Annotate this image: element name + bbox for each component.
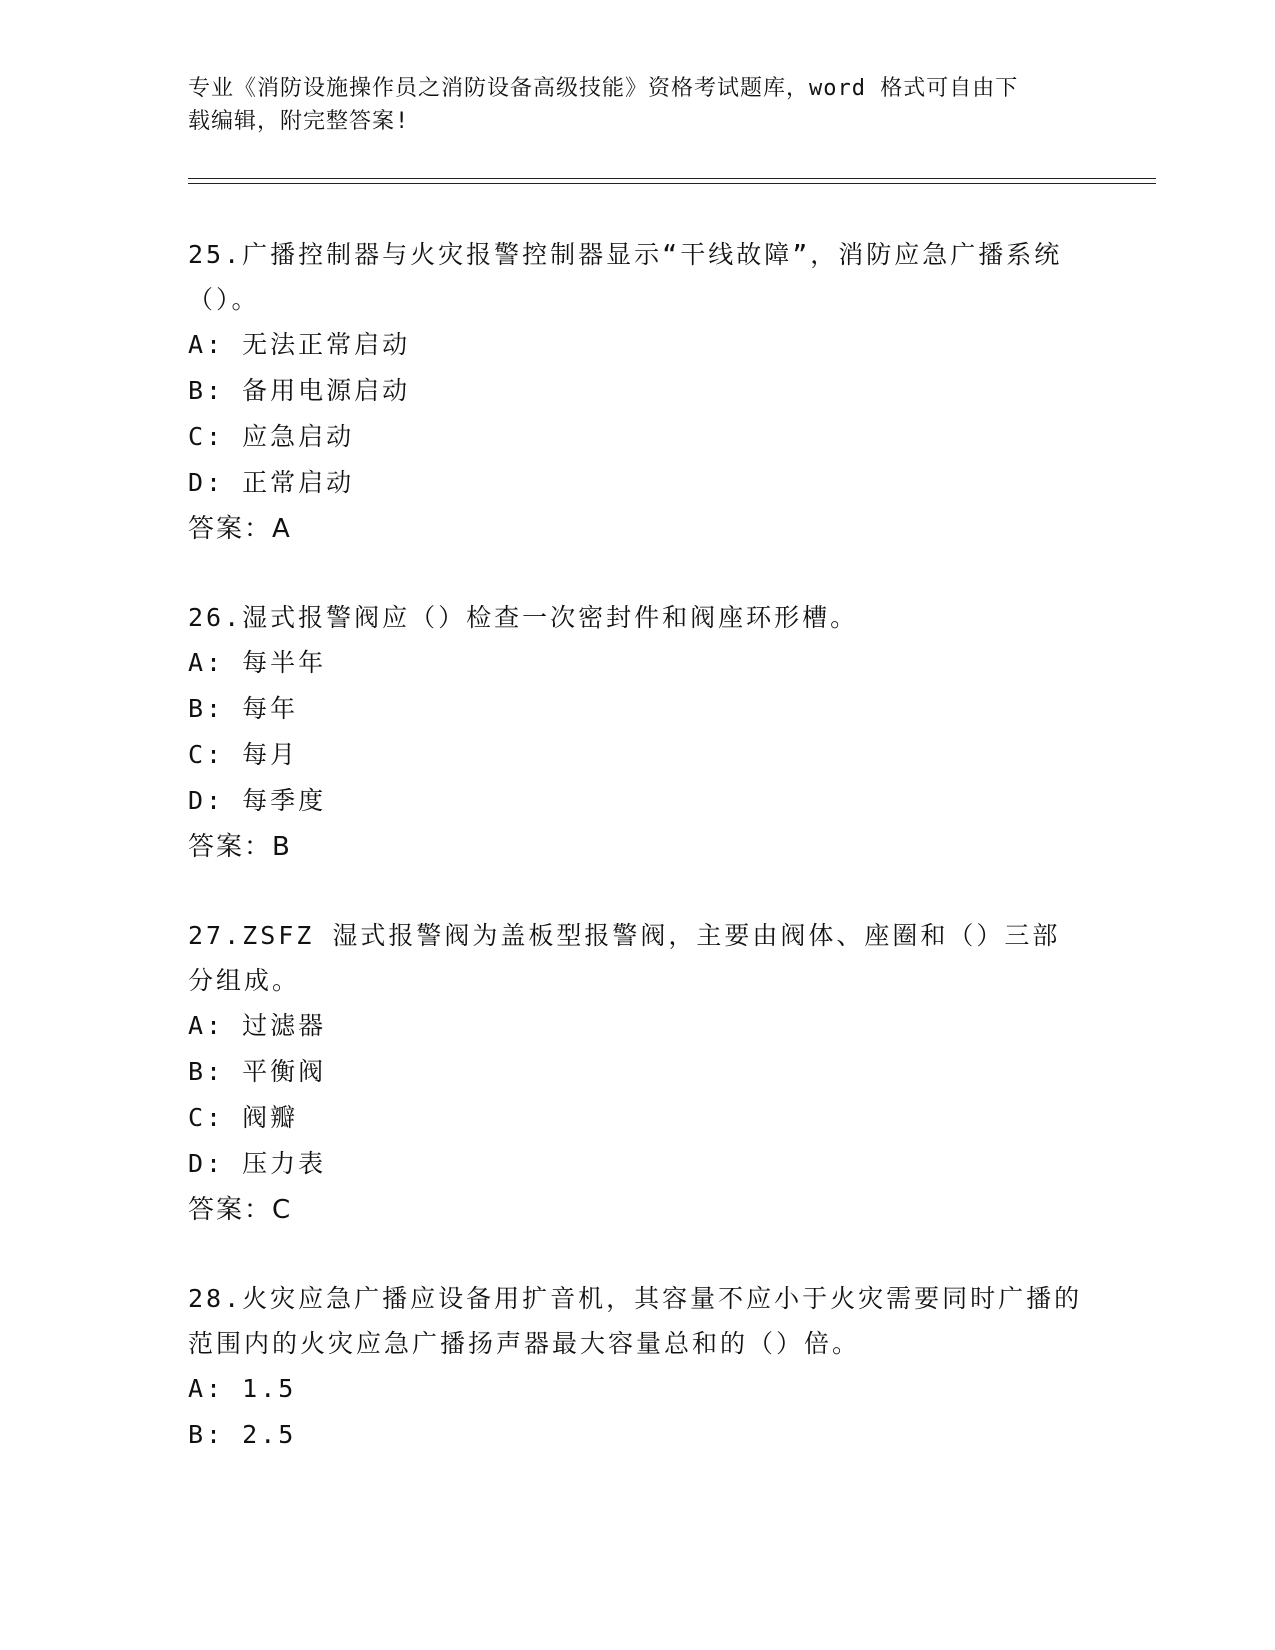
header-divider-bottom bbox=[188, 183, 1156, 184]
header-line-1: 专业《消防设施操作员之消防设备高级技能》资格考试题库，word 格式可自由下 bbox=[188, 76, 1019, 101]
question-26 bbox=[188, 595, 1088, 870]
answer: 答案：B bbox=[188, 832, 292, 862]
option-b: B: 备用电源启动 bbox=[188, 376, 411, 405]
question-text: 27.ZSFZ 湿式报警阀为盖板型报警阀，主要由阀体、座圈和（）三部分组成。 bbox=[188, 921, 1061, 995]
option-a: A: 每半年 bbox=[188, 648, 327, 677]
option-b: B: 平衡阀 bbox=[188, 1057, 327, 1086]
question-text: 28.火灾应急广播应设备用扩音机，其容量不应小于火灾需要同时广播的范围内的火灾应急广播扬声器最大容量总和的（）倍。 bbox=[188, 1284, 1083, 1358]
option-c: C: 应急启动 bbox=[188, 422, 355, 451]
answer: 答案：A bbox=[188, 514, 292, 544]
question-27 bbox=[188, 913, 1088, 1233]
option-c: C: 每月 bbox=[188, 740, 299, 769]
document-header bbox=[188, 72, 1088, 138]
option-a: A: 过滤器 bbox=[188, 1011, 327, 1040]
answer: 答案：C bbox=[188, 1195, 293, 1225]
option-d: D: 正常启动 bbox=[188, 468, 355, 497]
option-a: A: 无法正常启动 bbox=[188, 330, 411, 359]
question-list bbox=[188, 232, 1088, 1501]
question-25 bbox=[188, 232, 1088, 552]
option-a: A: 1.5 bbox=[188, 1374, 297, 1403]
option-d: D: 压力表 bbox=[188, 1149, 327, 1178]
question-28 bbox=[188, 1276, 1088, 1458]
header-line-2: 载编辑，附完整答案! bbox=[188, 109, 410, 134]
option-b: B: 每年 bbox=[188, 694, 299, 723]
option-c: C: 阀瓣 bbox=[188, 1103, 299, 1132]
question-text: 25.广播控制器与火灾报警控制器显示“干线故障”，消防应急广播系统（）。 bbox=[188, 240, 1063, 314]
header-divider-top bbox=[188, 178, 1156, 179]
option-d: D: 每季度 bbox=[188, 786, 327, 815]
question-text: 26.湿式报警阀应（）检查一次密封件和阀座环形槽。 bbox=[188, 603, 859, 632]
option-b: B: 2.5 bbox=[188, 1420, 297, 1449]
